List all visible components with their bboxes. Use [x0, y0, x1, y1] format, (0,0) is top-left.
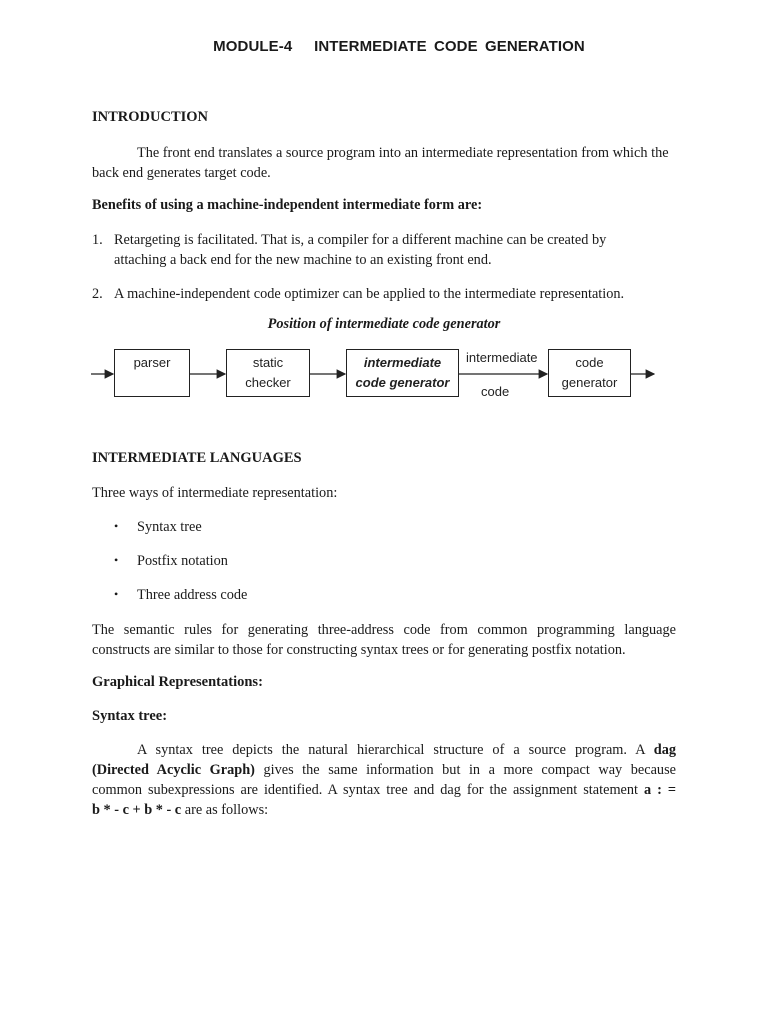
box-line: static — [252, 355, 284, 370]
bullet-icon: • — [114, 587, 119, 601]
box-line: generator — [561, 375, 618, 390]
semantic-rules-line1: The semantic rules for generating three-address code from common programming language — [92, 622, 676, 638]
bold-term: dag — [653, 742, 676, 758]
bullet-icon: • — [114, 519, 119, 533]
box-line: intermediate — [363, 355, 442, 370]
syntax-paragraph-line1 — [137, 740, 676, 760]
benefit-number: 1. — [92, 232, 103, 248]
list-item: Three address code — [137, 587, 248, 603]
introduction-heading: INTRODUCTION — [92, 109, 209, 125]
parser-box — [114, 349, 190, 397]
static-checker-box — [226, 349, 310, 397]
syntax-tree-heading: Syntax tree: — [92, 708, 168, 724]
intro-paragraph-block: The front end translates a source program into an intermediate representation from which the back end generates target code. — [92, 145, 669, 181]
text-run: A syntax tree depicts the natural hierarchical structure of a source program. A — [137, 742, 654, 758]
list-item: Postfix notation — [137, 553, 228, 569]
code-generator-box — [548, 349, 631, 397]
list-item: Syntax tree — [137, 519, 202, 535]
box-line: code — [575, 355, 604, 370]
intermediate-code-generator-label — [347, 353, 458, 393]
static-checker-label — [227, 353, 309, 393]
code-generator-label — [549, 353, 630, 393]
box-line: code generator — [355, 375, 450, 390]
benefit-text: A machine-independent code optimizer can be applied to the intermediate representation. — [114, 286, 625, 302]
bold-term: (Directed Acyclic Graph) — [92, 762, 255, 778]
semantic-rules-line2: constructs are similar to those for constructing syntax trees or for generating postfix notation. — [92, 642, 626, 658]
benefit-text: attaching a back end for the new machine to an existing front end. — [114, 252, 492, 268]
bullet-icon: • — [114, 553, 119, 567]
text-run: are as follows: — [181, 802, 269, 818]
parser-label: parser — [133, 355, 171, 370]
bold-term: a : = — [644, 782, 676, 798]
box-line: checker — [245, 375, 291, 390]
arrow-label-top: intermediate — [466, 350, 538, 365]
benefit-text: Retargeting is facilitated. That is, a compiler for a different machine can be created by — [114, 232, 607, 248]
benefits-heading: Benefits of using a machine-independent intermediate form are: — [92, 197, 483, 213]
text-run: gives the same information but in a more compact way because — [254, 762, 676, 778]
graphical-representations-heading: Graphical Representations: — [92, 674, 263, 690]
figure-caption: Position of intermediate code generator — [267, 316, 501, 332]
bold-term: b * - c + b * - c — [92, 802, 182, 818]
arrow-label-bottom: code — [481, 384, 510, 399]
syntax-paragraph-line2 — [92, 760, 676, 780]
syntax-paragraph-line4 — [92, 800, 676, 820]
benefit-number: 2. — [92, 286, 103, 302]
syntax-paragraph-line3 — [92, 780, 676, 800]
page-title: MODULE-4 INTERMEDIATE CODE GENERATION — [213, 38, 585, 55]
languages-intro: Three ways of intermediate representation: — [92, 485, 338, 501]
text-run: common subexpressions are identified. A syntax tree and dag for the assignment statement — [92, 782, 644, 798]
intermediate-code-generator-box — [346, 349, 459, 397]
intermediate-languages-heading: INTERMEDIATE LANGUAGES — [92, 450, 302, 466]
